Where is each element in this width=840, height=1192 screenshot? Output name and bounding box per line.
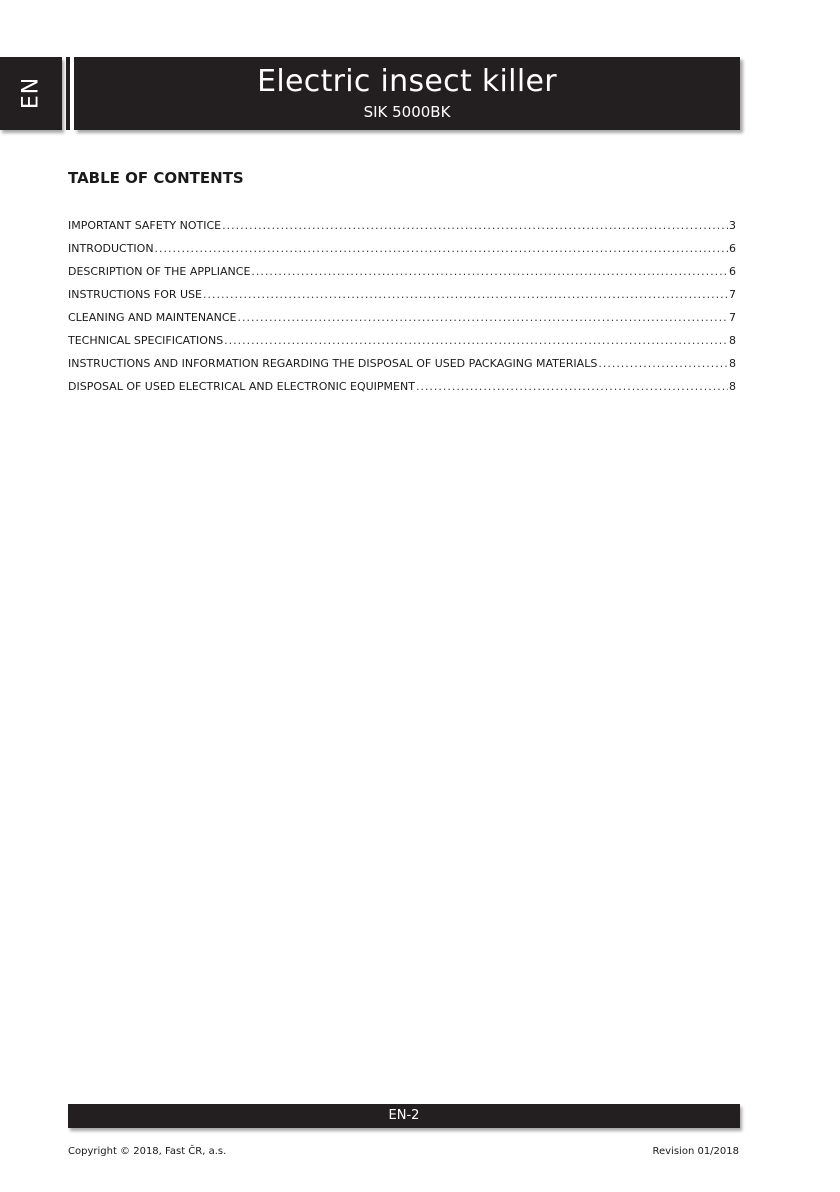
toc-entry-label: IMPORTANT SAFETY NOTICE (68, 219, 222, 232)
toc-list (68, 214, 736, 398)
toc-leader-dots (416, 375, 728, 398)
toc-entry-page: 8 (729, 334, 736, 347)
document-title: Electric insect killer (257, 64, 557, 99)
toc-entry-page: 7 (729, 311, 736, 324)
header-banner (74, 57, 740, 130)
toc-entry[interactable] (68, 283, 736, 306)
toc-entry-page: 6 (729, 242, 736, 255)
toc-entry-label: DISPOSAL OF USED ELECTRICAL AND ELECTRONIC EQUIPMENT (68, 380, 415, 393)
toc-leader-dots (203, 283, 728, 306)
language-tab (0, 57, 62, 130)
toc-heading: TABLE OF CONTENTS (68, 169, 244, 187)
toc-entry-page: 3 (729, 219, 736, 232)
language-tab-label: EN (18, 76, 44, 110)
copyright-notice: Copyright © 2018, Fast ČR, a.s. (68, 1146, 227, 1157)
toc-entry-label: DESCRIPTION OF THE APPLIANCE (68, 265, 251, 278)
model-number: SIK 5000BK (363, 103, 451, 121)
toc-entry[interactable] (68, 329, 736, 352)
tab-divider (66, 57, 70, 130)
toc-leader-dots (251, 260, 728, 283)
toc-entry[interactable] (68, 306, 736, 329)
toc-leader-dots (238, 306, 729, 329)
toc-entry[interactable] (68, 237, 736, 260)
toc-leader-dots (224, 329, 728, 352)
toc-entry-label: INTRODUCTION (68, 242, 154, 255)
toc-entry[interactable] (68, 375, 736, 398)
toc-entry[interactable] (68, 352, 736, 375)
toc-entry-page: 6 (729, 265, 736, 278)
toc-entry-page: 8 (729, 357, 736, 370)
toc-entry[interactable] (68, 260, 736, 283)
toc-entry[interactable] (68, 214, 736, 237)
toc-entry-label: INSTRUCTIONS AND INFORMATION REGARDING THE DISPOSAL OF USED PACKAGING MATERIALS (68, 357, 598, 370)
toc-leader-dots (222, 214, 728, 237)
toc-leader-dots (155, 237, 728, 260)
toc-entry-page: 7 (729, 288, 736, 301)
toc-entry-label: TECHNICAL SPECIFICATIONS (68, 334, 224, 347)
toc-entry-label: INSTRUCTIONS FOR USE (68, 288, 202, 301)
toc-leader-dots (598, 352, 728, 375)
footer-page-bar (68, 1104, 740, 1128)
page-number: EN-2 (388, 1108, 420, 1123)
toc-entry-page: 8 (729, 380, 736, 393)
toc-entry-label: CLEANING AND MAINTENANCE (68, 311, 237, 324)
revision-label: Revision 01/2018 (652, 1146, 739, 1157)
